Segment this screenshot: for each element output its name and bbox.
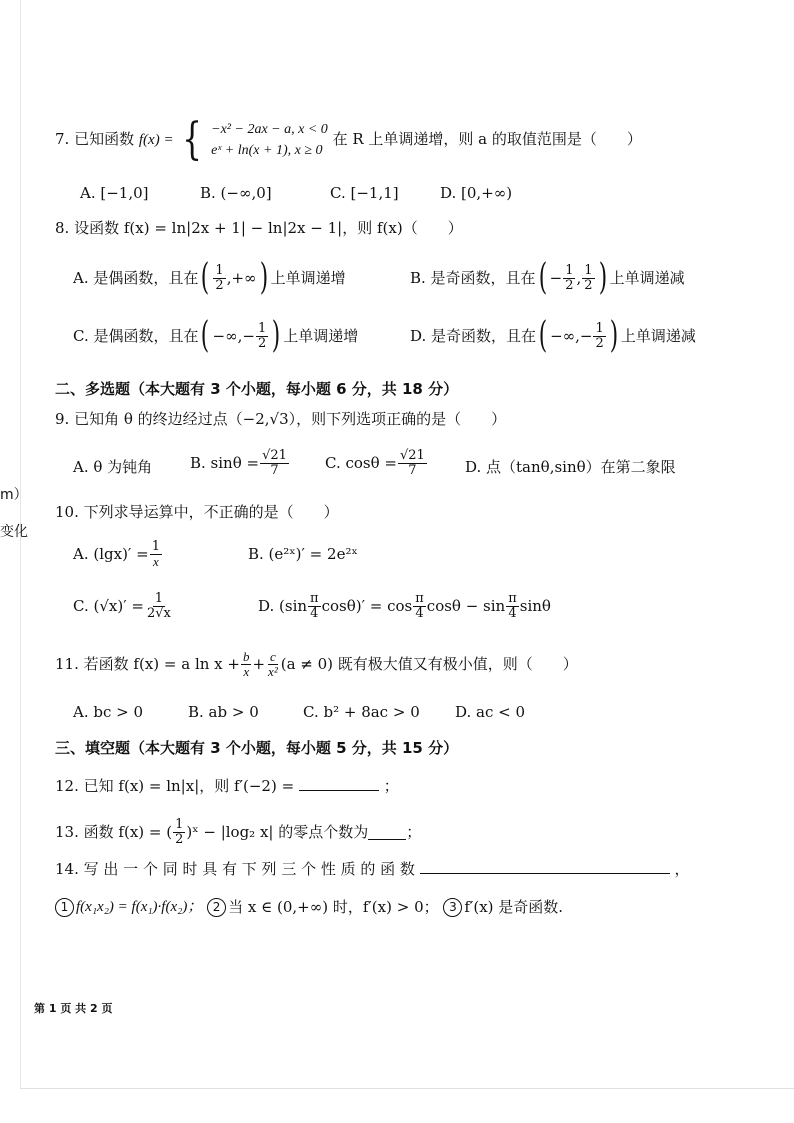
answer-blank[interactable]: [368, 825, 406, 840]
page-footer: 第 1 页 共 2 页: [34, 1002, 113, 1015]
option: B. ab > 0: [188, 703, 259, 721]
section-heading: 三、填空题（本大题有 3 个小题，每小题 5 分，共 15 分）: [55, 739, 459, 757]
piecewise-cases: −x² − 2ax − a, x < 0 eˣ + ln(x + 1), x ≥ 0: [211, 122, 328, 158]
option-8c: C. 是偶函数，且在 ( −∞,− $\frac{1}{2}$ ) 上单调递增: [73, 315, 359, 356]
option: D. ac < 0: [455, 703, 526, 721]
section-heading: 二、多选题（本大题有 3 个小题，每小题 6 分，共 18 分）: [55, 380, 459, 398]
question-number: 7.: [55, 130, 70, 148]
fraction: $\frac{\pi}{4}$: [310, 591, 319, 621]
option: B. sinθ = $\frac{√21}{7}$: [190, 448, 287, 478]
option-8d: D. 是奇函数，且在 ( −∞,− $\frac{1}{2}$ ) 上单调递减: [410, 315, 696, 356]
fraction: $\frac{\pi}{4}$: [508, 591, 517, 621]
question-14-properties: 1 f(x₁x₂) = f(x₁)·f(x₂)； 2 当 x ∈ (0,+∞) 时，f′(x) > 0； 3 f′(x) 是奇函数.: [55, 898, 563, 917]
fraction: $\frac{√21}{7}$: [262, 448, 287, 478]
fraction: $\frac{1}{2}$: [257, 320, 267, 351]
question-8: 8. 设函数 f(x) = ln|2x + 1| − ln|2x − 1|，则 f(x)（ ）: [55, 219, 463, 237]
fraction: $\frac{1}{2}$: [595, 320, 604, 351]
option: C. [−1,1]: [330, 184, 399, 202]
question-9: 9. 已知角 θ 的终边经过点（−2,√3），则下列选项正确的是（ ）: [55, 410, 507, 428]
fraction: $\frac{√21}{7}$: [399, 448, 425, 478]
fraction: $\frac{1}{2}$: [584, 262, 593, 293]
option-8b: B. 是奇函数，且在 ( − $\frac{1}{2}$ , $\frac{1}{2}$ ) 上单调递减: [410, 257, 685, 298]
option: A. [−1,0]: [80, 184, 149, 202]
option: C. b² + 8ac > 0: [303, 703, 420, 721]
option: D. 点（tanθ,sinθ）在第二象限: [465, 458, 676, 476]
piecewise-brace: {: [182, 114, 203, 165]
option: C. (√x)′ = $\frac{1}{2√x}$: [73, 591, 171, 621]
answer-blank[interactable]: [299, 790, 379, 791]
option: C. cosθ = $\frac{√21}{7}$: [325, 448, 425, 478]
option-8a: A. 是偶函数，且在 ( $\frac{1}{2}$ ,+∞ ) 上单调递增: [73, 257, 346, 298]
option: D. [0,+∞): [440, 184, 513, 202]
option: B. (e²ˣ)′ = 2e²ˣ: [248, 545, 358, 563]
fraction: $\frac{1}{2}$: [215, 262, 224, 293]
fraction: $\frac{1}{x}$: [151, 539, 160, 569]
option: A. θ 为钝角: [73, 458, 153, 476]
question-11: 11. 若函数 f(x) = a ln x + $\frac{b}{x}$ + $\frac{c}{\text{x²}}$ (a ≠ 0) 既有极大值又有极小值，则（ ）: [55, 649, 578, 679]
option: B. (−∞,0]: [200, 184, 272, 202]
fraction: $\frac{\pi}{4}$: [415, 591, 424, 621]
answer-blank[interactable]: [420, 873, 670, 874]
cropped-edge-text: 变化: [0, 524, 28, 540]
fraction: $\frac{1}{2}$: [565, 262, 574, 293]
fraction: $\frac{c}{\text{x²}}$: [268, 649, 278, 679]
circled-number: 3: [443, 898, 462, 917]
question-7: 7. 已知函数 f(x) = { −x² − 2ax − a, x < 0 eˣ + ln(x + 1), x ≥ 0 在 R 上单调递增，则 a 的取值范围是（ ）: [55, 114, 642, 165]
fraction: $\frac{1}{2}$: [175, 817, 184, 847]
question-13: 13. 函数 f(x) = ( $\frac{1}{2}$ )ˣ − |log₂ x| 的零点个数为 ；: [55, 817, 422, 847]
circled-number: 1: [55, 898, 74, 917]
option: A. bc > 0: [73, 703, 144, 721]
option: D. (sin $\frac{\pi}{4}$ cosθ)′ = cos $\frac{\pi}{4}$ cosθ − sin $\frac{\pi}{4}$ sinθ: [258, 591, 551, 621]
option: A. (lgx)′ = $\frac{1}{x}$: [73, 539, 160, 569]
question-14: 14. 写 出 一 个 同 时 具 有 下 列 三 个 性 质 的 函 数 ，: [55, 860, 690, 878]
cropped-edge-text: m）: [0, 487, 28, 503]
circled-number: 2: [207, 898, 226, 917]
question-12: 12. 已知 f(x) = ln|x|，则 f′(−2) = ；: [55, 777, 399, 795]
question-10: 10. 下列求导运算中，不正确的是（ ）: [55, 503, 339, 521]
fraction: $\frac{1}{2√x}$: [146, 591, 171, 621]
fraction: $\frac{b}{x}$: [242, 649, 250, 679]
